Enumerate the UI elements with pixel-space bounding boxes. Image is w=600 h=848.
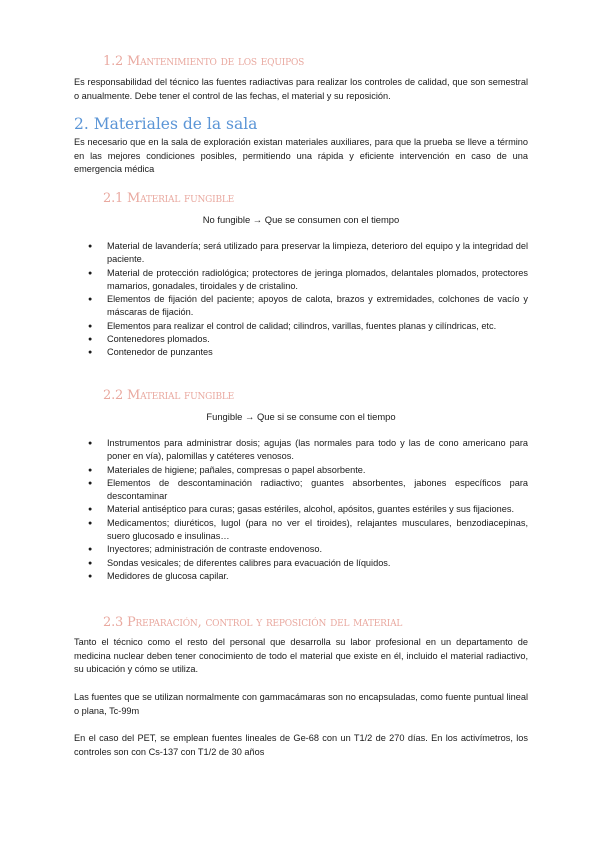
list-item: ● Contenedores plomados. bbox=[74, 333, 528, 346]
list-item: ● Elementos de descontaminación radiactivo; guantes absorbentes, jabones específicos para descontaminar bbox=[74, 477, 528, 504]
heading-1-2: 1.2 Mantenimiento de los equipos bbox=[103, 54, 305, 69]
list-item: ● Elementos para realizar el control de calidad; cilindros, varillas, fuentes planas y cilíndricas, etc. bbox=[74, 320, 528, 333]
list-no-fungible bbox=[74, 240, 528, 360]
list-item: ● Medidores de glucosa capilar. bbox=[74, 570, 528, 583]
paragraph-2-3-b: Las fuentes que se utilizan normalmente con gammacámaras son no encapsuladas, como fuente puntual lineal o plana, Tc-99m bbox=[74, 692, 528, 716]
heading-2-3: 2.3 Preparación, control y reposición del material bbox=[103, 615, 403, 630]
definition-fungible: Fungible → Que si se consume con el tiempo bbox=[206, 411, 396, 422]
paragraph-2: Es necesario que en la sala de exploración existan materiales auxiliares, para que la prueba se lleve a término en las mejores condiciones posibles, permitiendo una rápida y eficiente intervención en caso de una emergencia médica bbox=[74, 137, 528, 174]
paragraph-2-3-a: Tanto el técnico como el resto del personal que desarrolla su labor profesional en un departamento de medicina nuclear deben tener conocimiento de todo el material que existe en él, incluido el material radiactivo, su ubicación y cómo se utiliza. bbox=[74, 637, 528, 674]
heading-2-1: 2.1 Material fungible bbox=[103, 191, 235, 206]
list-item: ● Contenedor de punzantes bbox=[74, 346, 528, 359]
paragraph-2-3-c: En el caso del PET, se emplean fuentes lineales de Ge-68 con un T1/2 de 270 días. En los activímetros, los controles son con Cs-137 con T1/2 de 30 años bbox=[74, 733, 528, 757]
list-item: ● Material de protección radiológica; protectores de jeringa plomados, delantales plomados, protectores mamarios, gonadales, tiroidales y de cristalino. bbox=[74, 267, 528, 294]
list-item: ● Medicamentos; diuréticos, lugol (para no ver el tiroides), relajantes musculares, benzodiacepinas, suero glucosado e insulinas… bbox=[74, 517, 528, 544]
list-item: ● Materiales de higiene; pañales, compresas o papel absorbente. bbox=[74, 464, 528, 477]
paragraph-1-2: Es responsabilidad del técnico las fuentes radiactivas para realizar los controles de calidad, que son semestral o anualmente. Debe tener el control de las fechas, el material y su reposición. bbox=[74, 77, 528, 101]
list-item: ● Inyectores; administración de contraste endovenoso. bbox=[74, 543, 528, 556]
list-item: ● Material de lavandería; será utilizado para preservar la limpieza, deterioro del equipo y la integridad del paciente. bbox=[74, 240, 528, 267]
list-item: ● Sondas vesicales; de diferentes calibres para evacuación de líquidos. bbox=[74, 557, 528, 570]
definition-no-fungible: No fungible → Que se consumen con el tiempo bbox=[202, 214, 400, 225]
list-item: ● Material antiséptico para curas; gasas estériles, alcohol, apósitos, guantes estériles y sus fijaciones. bbox=[74, 503, 528, 516]
list-fungible bbox=[74, 437, 528, 583]
heading-2: 2. Materiales de la sala bbox=[74, 115, 258, 133]
list-item: ● Elementos de fijación del paciente; apoyos de calota, brazos y extremidades, colchones de vacío y máscaras de fijación. bbox=[74, 293, 528, 320]
list-item: ● Instrumentos para administrar dosis; agujas (las normales para todo y las de cono americano para poner en vía), palomillas y catéteres venosos. bbox=[74, 437, 528, 464]
heading-2-2: 2.2 Material fungible bbox=[103, 388, 235, 403]
